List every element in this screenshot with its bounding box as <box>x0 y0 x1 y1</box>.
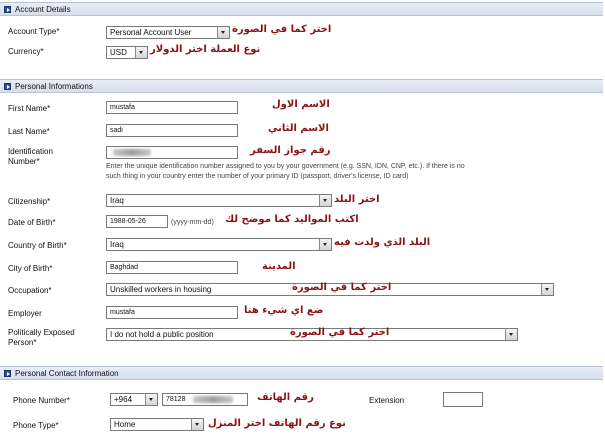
account-type-select[interactable] <box>106 26 230 39</box>
country-of-birth-annotation: البلد الذي ولدت فيه <box>334 237 431 248</box>
citizenship-label: Citizenship* <box>8 197 51 206</box>
section-bullet-icon <box>4 370 11 377</box>
citizenship-select[interactable] <box>106 194 332 207</box>
section-header-account-details <box>0 2 603 16</box>
account-type-annotation: اختر كما في الصورة <box>232 24 332 35</box>
first-name-annotation: الاسم الاول <box>272 99 330 110</box>
currency-label: Currency* <box>8 47 44 56</box>
chevron-down-icon[interactable] <box>505 329 517 340</box>
chevron-down-icon[interactable] <box>217 27 229 38</box>
identification-label-line2: Number* <box>8 157 40 166</box>
employer-label: Employer <box>8 309 42 318</box>
country-of-birth-label: Country of Birth* <box>8 241 67 250</box>
politically-exposed-value: I do not hold a public position <box>110 330 214 339</box>
redacted-value <box>113 149 151 156</box>
extension-label: Extension <box>369 396 405 405</box>
phone-number-value: 78128 <box>166 396 186 403</box>
employer-annotation: ضع اي شيء هنا <box>244 305 324 316</box>
currency-annotation: نوع العملة اختر الدولار <box>150 44 261 55</box>
chevron-down-icon[interactable] <box>541 284 553 295</box>
section-title: Account Details <box>15 5 71 14</box>
section-title: Personal Informations <box>15 82 93 91</box>
section-title: Personal Contact Information <box>15 369 119 378</box>
identification-help-line1: Enter the unique identification number assigned to you by your government (e.g. SSN, IDN, CNP, etc.). If there is no <box>106 163 465 170</box>
politically-exposed-label-line2: Person* <box>8 338 37 347</box>
employer-input[interactable]: mustafa <box>106 306 238 319</box>
phone-number-label: Phone Number* <box>13 396 70 405</box>
occupation-annotation: اختر كما في الصورة <box>292 282 392 293</box>
city-of-birth-input[interactable]: Baghdad <box>106 261 238 274</box>
citizenship-value: Iraq <box>110 196 124 205</box>
identification-help-line2: such thing in your country enter the number of your primary ID (passport, driver's license, ID card) <box>106 173 409 180</box>
currency-select[interactable] <box>106 46 148 59</box>
city-of-birth-annotation: المدينة <box>262 261 296 272</box>
phone-number-input[interactable] <box>162 393 248 406</box>
first-name-label: First Name* <box>8 104 51 113</box>
country-code-select[interactable] <box>110 393 158 406</box>
occupation-label: Occupation* <box>8 286 52 295</box>
first-name-input[interactable]: mustafa <box>106 101 238 114</box>
city-of-birth-label: City of Birth* <box>8 264 53 273</box>
country-code-value: +964 <box>114 395 133 404</box>
last-name-input[interactable]: sadi <box>106 124 238 137</box>
chevron-down-icon[interactable] <box>145 394 157 405</box>
date-format-hint: (yyyy-mm-dd) <box>171 219 214 226</box>
redacted-value <box>193 396 233 403</box>
identification-input[interactable] <box>106 146 238 159</box>
country-of-birth-select[interactable] <box>106 238 332 251</box>
identification-annotation: رقم جواز السفر <box>250 145 331 156</box>
date-of-birth-label: Date of Birth* <box>8 218 56 227</box>
phone-type-value: Home <box>114 420 136 429</box>
citizenship-annotation: اختر البلد <box>334 194 380 205</box>
extension-input[interactable] <box>443 392 483 407</box>
phone-type-label: Phone Type* <box>13 421 59 430</box>
occupation-value: Unskilled workers in housing <box>110 285 212 294</box>
chevron-down-icon[interactable] <box>319 239 331 250</box>
section-header-personal-contact-information <box>0 366 603 380</box>
last-name-annotation: الاسم الثاني <box>268 123 329 134</box>
politically-exposed-annotation: اختر كما في الصورة <box>290 327 390 338</box>
account-type-value: Personal Account User <box>110 28 192 37</box>
phone-type-annotation: نوع رقم الهاتف اختر المنزل <box>208 418 346 429</box>
chevron-down-icon[interactable] <box>135 47 147 58</box>
section-bullet-icon <box>4 6 11 13</box>
account-type-label: Account Type* <box>8 27 60 36</box>
country-of-birth-value: Iraq <box>110 240 124 249</box>
politically-exposed-label-line1: Politically Exposed <box>8 328 75 337</box>
section-bullet-icon <box>4 83 11 90</box>
identification-label-line1: Identification <box>8 147 53 156</box>
currency-value: USD <box>110 48 127 57</box>
chevron-down-icon[interactable] <box>319 195 331 206</box>
last-name-label: Last Name* <box>8 127 50 136</box>
phone-type-select[interactable] <box>110 418 204 431</box>
date-of-birth-input[interactable]: 1988-05-26 <box>106 215 168 228</box>
date-of-birth-annotation: اكتب المواليد كما موضح لك <box>225 214 359 225</box>
section-header-personal-informations <box>0 79 603 93</box>
chevron-down-icon[interactable] <box>191 419 203 430</box>
phone-number-annotation: رقم الهاتف <box>257 392 314 403</box>
